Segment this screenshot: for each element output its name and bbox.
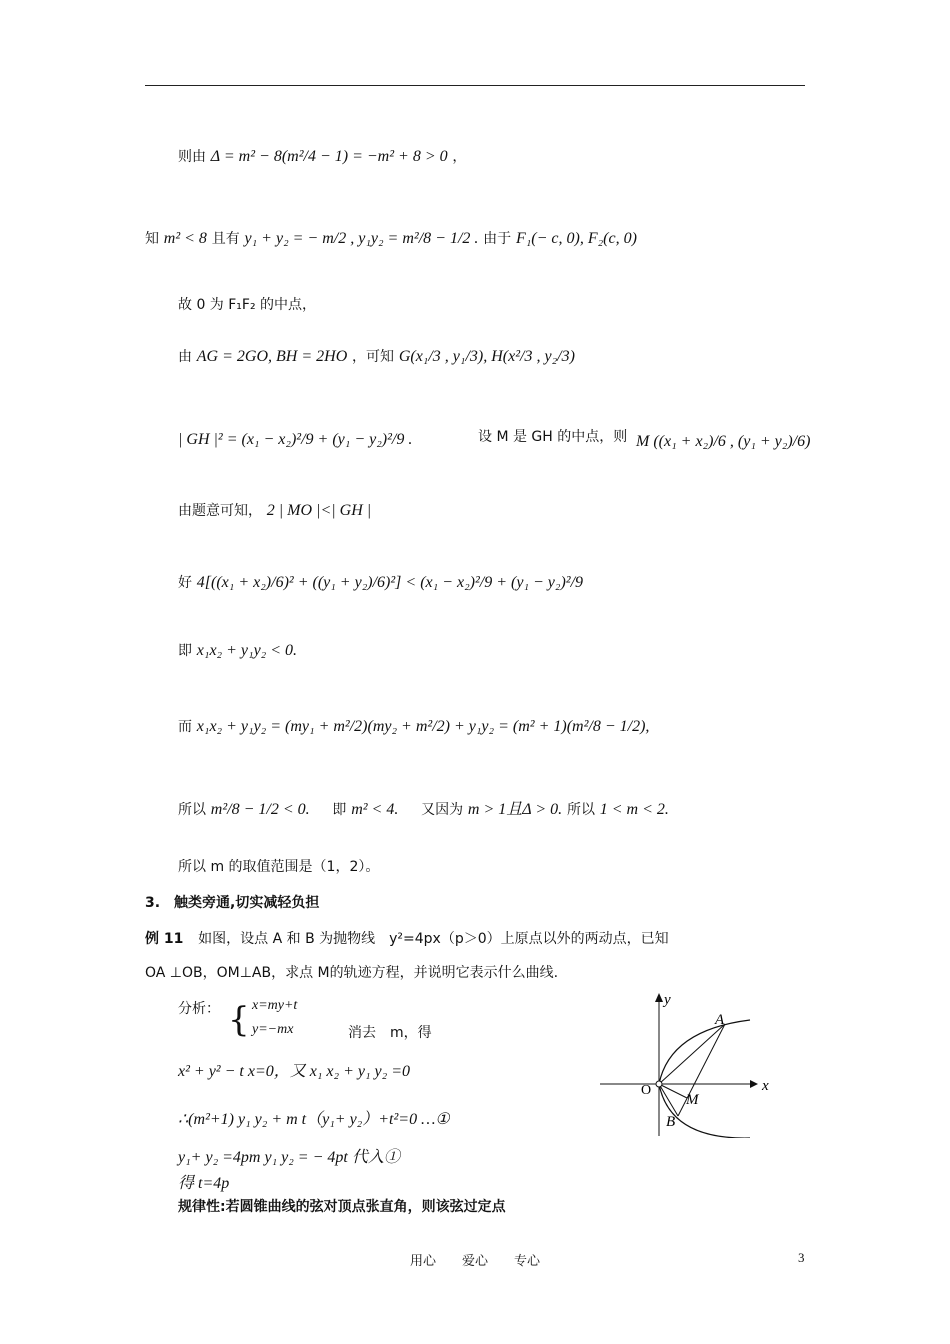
text-line-expansion: [178, 716, 649, 736]
rule-statement: 规律性:若圆锥曲线的弦对顶点张直角，则该弦过定点: [178, 1199, 506, 1215]
text-line-centroid: [178, 346, 575, 366]
system-equation-1: x=my+t: [252, 998, 298, 1013]
text-line-inequality: [178, 572, 583, 592]
analysis-equation-2: ∴(m²+1) y₁ y₂ + m t（y₁+ y₂）+t²=0 …①: [178, 1111, 450, 1128]
x-axis-label: x: [762, 1078, 769, 1094]
math-expression: m > 1且Δ > 0.: [467, 801, 563, 818]
x-axis-arrow-icon: [750, 1080, 758, 1088]
text-mid: 所以: [566, 802, 595, 818]
analysis-label: 分析：: [178, 1001, 220, 1017]
analysis-equation-3: y₁+ y₂ =4pm y₁ y₂ = − 4pt 代入①: [178, 1149, 400, 1166]
text-prefix: 即: [178, 643, 192, 659]
text-line-conclusion: [178, 796, 669, 819]
brace-icon: {: [228, 1000, 250, 1040]
footer-slogan: 用心 爱心 专心: [409, 1254, 540, 1269]
text-prefix: 知: [145, 231, 159, 247]
point-a-label: A: [715, 1012, 725, 1028]
system-equation-2: y=−mx: [252, 1022, 294, 1037]
example-line-1: [145, 928, 669, 948]
math-expression: y₁ + y₂ = − m/2 , y₁y₂ = m²/8 − 1/2 .: [244, 230, 479, 247]
math-expression: m² < 8: [163, 230, 207, 247]
page-number: 3: [798, 1250, 805, 1265]
analysis-equation-1: x² + y² − t x=0，又 x₁ x₂ + y₁ y₂ =0: [178, 1063, 410, 1080]
math-expression: m²/8 − 1/2 < 0.: [210, 801, 310, 818]
text-line-dot-product: [178, 640, 297, 660]
text-mid: 即: [332, 802, 347, 818]
text-prefix: 而: [178, 719, 192, 735]
point-m-label: M: [686, 1092, 699, 1108]
text-mid: 由于: [483, 231, 512, 247]
example-text: 如图，设点 A 和 B 为抛物线 y²=4px（p＞0）上原点以外的两动点，已知: [198, 931, 669, 947]
math-expression: AG = 2GO, BH = 2HO: [196, 348, 348, 365]
math-expression: 1 < m < 2.: [599, 801, 669, 818]
analysis-equation-4: 得 t=4p: [178, 1175, 230, 1192]
text-prefix: 所以: [178, 802, 206, 818]
math-expression: Δ = m² − 8(m²/4 − 1) = −m² + 8 > 0: [210, 148, 448, 165]
segment-oa: [659, 1024, 725, 1084]
math-expression: 4[((x₁ + x₂)/6)² + ((y₁ + y₂)/6)²] < (x₁ − x₂)²/9 + (y₁ − y₂)²/9: [196, 574, 584, 591]
header-rule: [145, 85, 805, 86]
text-line-condition: [178, 500, 371, 520]
point-b-label: B: [666, 1114, 676, 1130]
text-line-delta: [178, 146, 466, 166]
origin-point: [656, 1081, 662, 1087]
text-line-vieta: [145, 228, 637, 248]
math-expression: 2 | MO |<| GH |: [266, 502, 372, 519]
text-prefix: 由题意可知，: [178, 503, 262, 519]
text-mid: 设 M 是 GH 的中点，则: [478, 429, 628, 445]
text-line-gh: [178, 430, 412, 449]
example-line-2: OA ⊥OB，OM⊥AB，求点 M的轨迹方程，并说明它表示什么曲线.: [145, 965, 559, 981]
y-axis-arrow-icon: [655, 993, 663, 1002]
section-heading: 3. 触类旁通,切实减轻负担: [145, 895, 320, 911]
text-prefix: 好: [178, 575, 192, 591]
text-prefix: 由: [178, 349, 192, 365]
math-expression: M ((x₁ + x₂)/6 , (y₁ + y₂)/6): [636, 433, 811, 450]
text-line-m-midpoint: [478, 426, 627, 446]
example-label: 例 11: [145, 931, 184, 947]
text-line-m-coords: [636, 432, 810, 451]
math-expression: F₁(− c, 0), F₂(c, 0): [515, 230, 637, 247]
text-mid: 又因为: [421, 802, 464, 818]
text-prefix: 则由: [178, 149, 206, 165]
origin-label: O: [641, 1083, 652, 1098]
text-mid: ，可知: [352, 349, 395, 365]
text-line-midpoint: 故 0 为 F₁F₂ 的中点，: [178, 297, 317, 313]
y-axis-label: y: [664, 992, 671, 1008]
math-expression: m² < 4.: [351, 801, 399, 818]
math-expression: G(x₁/3 , y₁/3), H(x²/3 , y₂/3): [398, 348, 575, 365]
math-expression: x₁x₂ + y₁y₂ < 0.: [196, 642, 298, 659]
text-line-range: 所以 m 的取值范围是（1，2）。: [178, 859, 380, 875]
parabola-figure: [600, 990, 775, 1138]
math-expression: x₁x₂ + y₁y₂ = (my₁ + m²/2)(my₂ + m²/2) + y₁y₂ = (m² + 1)(m²/8 − 1/2),: [196, 718, 650, 735]
text-suffix: ，: [452, 149, 467, 165]
eliminate-text: 消去 m，得: [348, 1025, 432, 1041]
math-expression: | GH |² = (x₁ − x₂)²/9 + (y₁ − y₂)²/9 .: [178, 431, 413, 448]
text-mid: 且有: [211, 231, 240, 247]
